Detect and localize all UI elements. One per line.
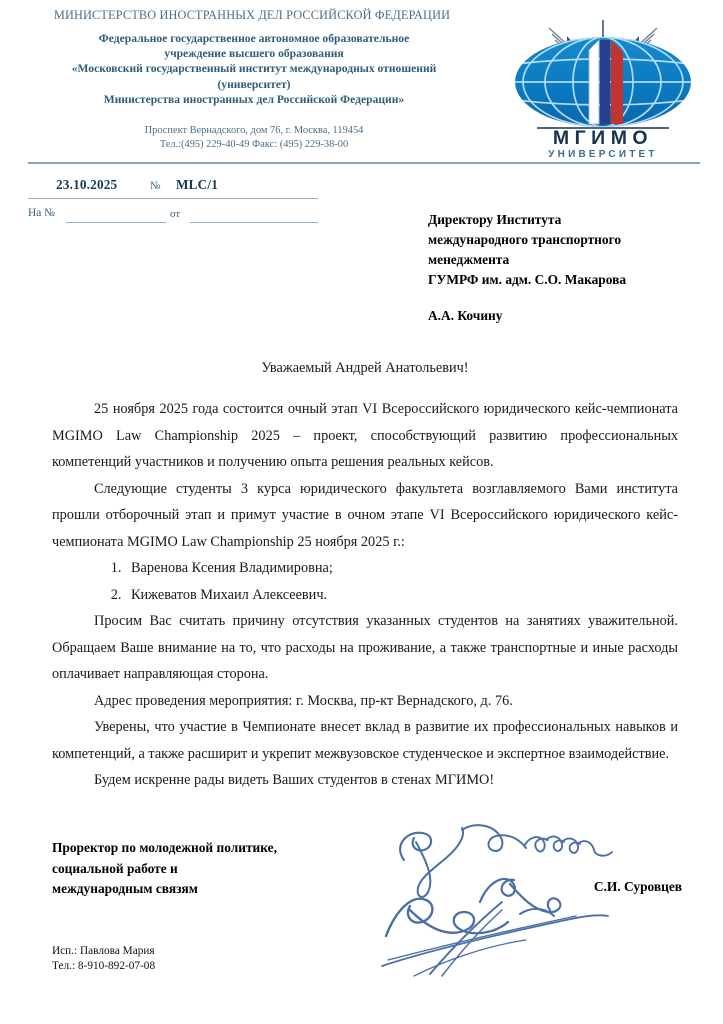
letter-body [52, 358, 678, 794]
student-list [52, 555, 678, 608]
body-paragraph-5: Уверены, что участие в Чемпионате внесет вклад в развитие их профессиональных навыков и компетенций, а также расширит и укрепит межвузовское студенческое и экспертное взаимодействие. [52, 719, 678, 762]
logo-subtitle: УНИВЕРСИТЕТ [548, 149, 658, 158]
logo-wordmark: МГИМО [552, 127, 654, 149]
document-date: 23.10.2025 [56, 177, 118, 192]
addressee-block [428, 210, 696, 326]
executor-phone: Тел.: 8-910-892-07-08 [52, 959, 156, 972]
phone-fax: Тел.:(495) 229-40-49 Факс: (495) 229-38-00 [159, 138, 349, 150]
organization-line-4: (университет) [217, 77, 291, 91]
addressee-line-3: менеджмента [428, 252, 510, 267]
list-item: 2. Кижеватов Михаил Алексеевич. [125, 582, 678, 609]
addressee-spacer [428, 290, 696, 306]
letterhead-address [24, 124, 484, 151]
organization-name [24, 31, 484, 107]
logo-flag-pillars [589, 40, 623, 124]
addressee-line-2: международного транспортного [428, 232, 622, 247]
addressee-line-4: ГУМРФ им. адм. С.О. Макарова [428, 272, 627, 287]
executor-name: Исп.: Павлова Мария [52, 945, 155, 957]
signature-icon [370, 818, 630, 978]
incoming-date-label: от [170, 208, 181, 220]
body-paragraph-1: 25 ноября 2025 года состоится очный этап VI Всероссийского юридического кейс-чемпионата MGIMO Law Championship 2025 – проект, способствующий развитию профессиональных компетенций участников и получению опыта решения реальных кейсов. [52, 401, 678, 470]
incoming-number-blank [66, 222, 166, 223]
organization-line-1: Федеральное государственное автономное образовательное [98, 32, 410, 45]
incoming-date-blank [190, 222, 318, 223]
organization-line-2: учреждение высшего образования [164, 47, 344, 61]
organization-line-3: «Московский государственный институт международных отношений [71, 62, 437, 76]
outgoing-reference-row [28, 176, 318, 199]
organization-line-5: Министерства иностранных дел Российской Федерации» [103, 92, 405, 106]
body-paragraph-6: Будем искренне рады видеть Ваших студентов в стенах МГИМО! [94, 772, 495, 788]
signer-title-line-1: Проректор по молодежной политике, [52, 840, 277, 855]
number-symbol: № [150, 180, 161, 192]
signer-name: С.И. Суровцев [593, 879, 682, 894]
addressee-line-1: Директору Института [428, 212, 562, 227]
letterhead-divider [28, 162, 700, 164]
signer-title-line-2: социальной работе и [52, 860, 178, 876]
signer-title [52, 838, 352, 900]
addressee-name: А.А. Кочину [428, 308, 503, 323]
body-paragraph-4: Адрес проведения мероприятия: г. Москва, пр-кт Вернадского, д. 76. [94, 692, 513, 709]
reference-block [28, 176, 328, 224]
ministry-title: МИНИСТЕРСТВО ИНОСТРАННЫХ ДЕЛ РОССИЙСКОЙ ФЕДЕРАЦИИ [53, 8, 451, 22]
handwritten-signature [370, 818, 630, 978]
incoming-reference-row [28, 206, 318, 224]
signature-block [52, 838, 682, 908]
incoming-number-label: На № [28, 207, 55, 219]
document-footer [52, 944, 372, 973]
body-paragraph-2: Следующие студенты 3 курса юридического факультета возглавляемого Вами института прошли отборочный этап и примут участие в очном этапе VI Всероссийского юридического кейс-чемпионата MGIMO Law Championship 25 ноября 2025 г.: [52, 480, 678, 550]
signer-title-line-3: международным связям [52, 881, 198, 896]
salutation: Уважаемый Андрей Анатольевич! [261, 360, 469, 376]
list-item: 1. Варенова Ксения Владимировна; [125, 555, 678, 582]
mgimo-logo-icon [505, 6, 701, 158]
street-address: Проспект Вернадского, дом 76, г. Москва, 119454 [144, 125, 364, 136]
document-number: MLC/1 [176, 177, 219, 192]
mgimo-logo [505, 6, 701, 158]
body-paragraph-3: Просим Вас считать причину отсутствия указанных студентов на занятиях уважительной. Обращаем Ваше внимание на то, что расходы на проживание, а также транспортные и иные расходы оплачивает направляющая сторона. [52, 613, 678, 682]
